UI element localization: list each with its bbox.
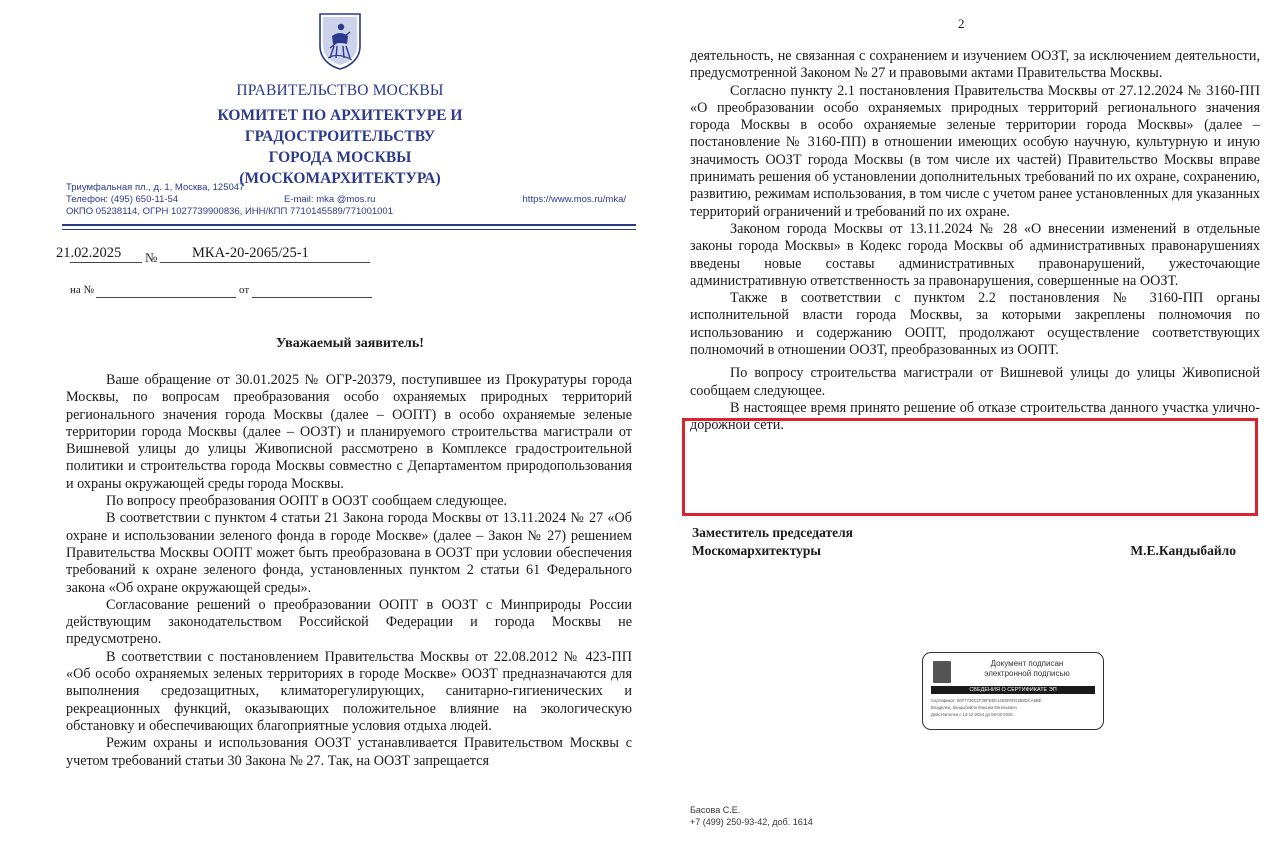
red-highlight-frame <box>682 418 1258 516</box>
paragraph: В соответствии с постановлением Правительства Москвы от 22.08.2012 № 423-ПП «Об особо охраняемых зеленых территориях в городе Москве» ООЗТ предназначаются для выполнения средозащитных, климаторегулирующих, санитарно-гигиенических и рекреационных функций, оказывающих положительное влияние на экологическую обстановку и обеспечивающих благоприятные условия отдыха людей. <box>66 648 632 734</box>
number-sign: № <box>145 250 158 265</box>
esign-title-line: Документ подписан <box>990 659 1064 668</box>
paragraph: Также в соответствии с пунктом 2.2 постановления № 3160-ПП органы исполнительной власти города Москвы, за которыми закреплены полномочия по использованию и содержанию ООПТ, продолжают осуществление соответствующих полномочий в отношении ООЗТ, преобразованных из ООПТ. <box>690 290 1260 359</box>
highlighted-paragraph: В настоящее время принято решение об отказе строительства данного участка улично-дорожной сети. <box>690 399 1260 434</box>
phone: Телефон: (495) 650-11-54 <box>66 194 179 205</box>
reference-label: на № <box>70 284 95 296</box>
moscow-coat-of-arms-icon <box>318 12 362 70</box>
paragraph: деятельность, не связанная с сохранением и изучением ООЗТ, за исключением деятельности, предусмотренной Законом № 27 и правовыми актами Правительства Москвы. <box>690 48 1260 82</box>
esign-title-line: электронной подписью <box>984 669 1070 678</box>
contact-block <box>66 182 636 218</box>
electronic-signature-stamp <box>922 652 1104 730</box>
committee-line: КОМИТЕТ ПО АРХИТЕКТУРЕ И ГРАДОСТРОИТЕЛЬСТВУ <box>217 107 463 145</box>
signature-block <box>692 524 1236 560</box>
coat-of-arms-icon <box>933 661 951 683</box>
committee-line: (МОСКОМАРХИТЕКТУРА) <box>239 170 441 187</box>
reference-from-label: от <box>239 284 250 296</box>
paragraph: Режим охраны и использования ООЗТ устанавливается Правительством Москвы с учетом требований статьи 30 Закона № 27. Так, на ООЗТ запрещается <box>66 735 632 769</box>
paragraph: Законом города Москвы от 13.11.2024 № 28 «О внесении изменений в отдельные законы города Москвы» в Кодекс города Москвы об административных правонарушениях введены новые составы административных правонарушений, ужесточающие административную ответственность за правонарушения, совершенные на ООЗТ. <box>690 220 1260 289</box>
fill-line <box>160 262 370 263</box>
registry-codes: ОКПО 05238114, ОГРН 1027739900836, ИНН/КПП 7710145589/771001001 <box>66 206 393 217</box>
paragraph: Ваше обращение от 30.01.2025 № ОГР-20379, поступившее из Прокуратуры города Москвы, по вопросам преобразования особо охраняемых природных территорий регионального значения города Москвы (далее – ООПТ) в особо охраняемые зеленые территории города Москвы (далее – ООЗТ) и планируемого строительства магистрали от Вишневой улицы до улицы Живописной рассмотрено в Комплексе градостроительной политики и строительства города Москвы совместно с Департаментом природопользования и охраны окружающей среды города Москвы. <box>66 372 632 492</box>
letterhead-divider <box>62 229 636 230</box>
executor-phone: +7 (499) 250-93-42, доб. 1614 <box>690 817 813 827</box>
esign-certificate: Сертификат: 00F7726C1F36FEEE14E6F6FD2B8DCA6BE <box>931 698 1042 703</box>
address: Триумфальная пл., д. 1, Москва, 125047 <box>66 182 245 193</box>
highlighted-paragraph: По вопросу строительства магистрали от Вишневой улицы до улицы Живописной сообщаем следующее. <box>690 365 1260 399</box>
outgoing-date: 21.02.2025 <box>56 245 122 261</box>
signer-name: М.Е.Кандыбайло <box>1130 543 1236 558</box>
website-link[interactable]: https://www.mos.ru/mka/ <box>522 194 626 205</box>
executor-name: Басова С.Е. <box>690 805 741 815</box>
esign-certificate-header: СВЕДЕНИЯ О СЕРТИФИКАТЕ ЭП <box>931 686 1095 694</box>
signer-title: Заместитель председателя <box>692 525 853 540</box>
salutation: Уважаемый заявитель! <box>276 336 424 351</box>
fill-line <box>252 297 372 298</box>
paragraph: Согласование решений о преобразовании ООПТ в ООЗТ с Минприроды России действующим законодательством Российской Федерации и города Москвы не предусмотрено. <box>66 596 632 648</box>
signer-organization: Москомархитектуры <box>692 543 821 558</box>
esign-validity: Действителен с 13-12-2024 до 08-03-2026 <box>931 712 1013 717</box>
fill-line <box>96 297 236 298</box>
page-2 <box>660 0 1280 852</box>
esign-title <box>957 659 1097 679</box>
committee-name <box>150 105 530 189</box>
paragraph: В соответствии с пунктом 4 статьи 21 Закона города Москвы от 13.11.2024 № 27 «Об охране и использовании зеленого фонда в городе Москве» (далее – Закон № 27) решением Правительства Москвы ООПТ может быть преобразована в ООЗТ при условии обеспечения требований к охране зеленого фонда, установленных пунктом 2 статьи 61 Федерального закона «Об охране окружающей среды». <box>66 510 632 596</box>
paragraph: По вопросу преобразования ООПТ в ООЗТ сообщаем следующее. <box>106 493 508 510</box>
page-number: 2 <box>958 16 965 31</box>
letter-body-page-1 <box>66 372 632 770</box>
executor-block <box>690 804 813 828</box>
committee-line: ГОРОДА МОСКВЫ <box>268 149 412 166</box>
outgoing-number: МКА-20-2065/25-1 <box>192 245 309 261</box>
paragraph: Согласно пункту 2.1 постановления Правительства Москвы от 27.12.2024 № 3160-ПП «О преобразовании особо охраняемых природных территорий регионального значения города Москвы в особо охраняемые зеленые территории города Москвы» (далее – постановление № 3160-ПП) в отношении имеющих особую научную, культурную и иную значимость ООЗТ города Москвы (в том числе их частей) Правительство Москвы вправе принимать решения об установлении дополнительных требований по их охране, сохранению, развитию, режимам использования, в том числе с учетом ранее установленных для указанных территорий ограничений и требований по их охране. <box>690 82 1260 220</box>
fill-line <box>70 262 142 263</box>
email-link[interactable]: E-mail: mka @mos.ru <box>284 194 376 205</box>
government-name: ПРАВИТЕЛЬСТВО МОСКВЫ <box>236 82 444 99</box>
letterhead-divider <box>62 224 636 226</box>
letter-body-page-2 <box>690 48 1260 435</box>
esign-owner: Владелец: Кандыбайло Максим Евгеньевич <box>931 705 1017 710</box>
